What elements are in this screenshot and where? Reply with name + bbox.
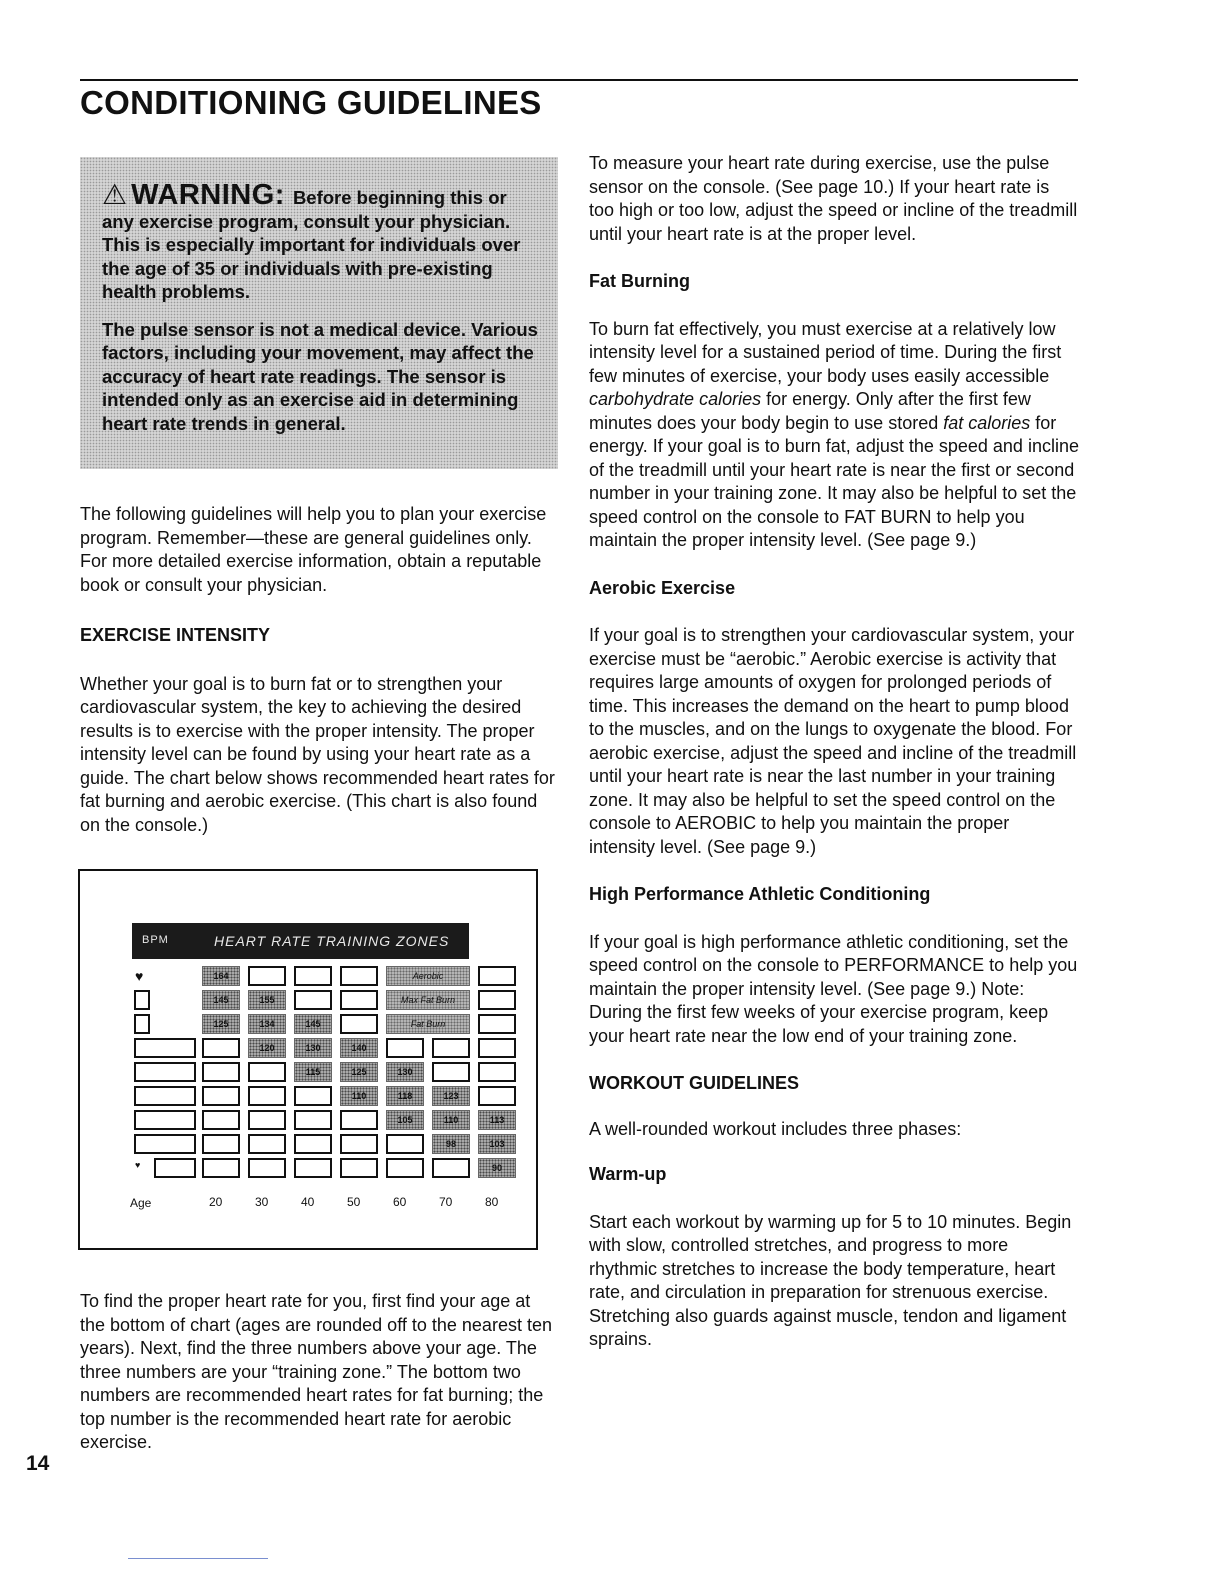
row-marker: [134, 1014, 150, 1034]
empty-cell: [386, 1134, 424, 1154]
empty-cell: [478, 1062, 516, 1082]
empty-cell: [294, 1158, 332, 1178]
zone-value-cell: 90: [478, 1158, 516, 1178]
zone-value-cell: 130: [294, 1038, 332, 1058]
empty-cell: [478, 1014, 516, 1034]
zone-value-cell: 118: [386, 1086, 424, 1106]
empty-cell: [248, 1062, 286, 1082]
bpm-label: BPM: [142, 934, 169, 946]
age-tick-label: 80: [485, 1195, 499, 1209]
zone-value-cell: 155: [248, 990, 286, 1010]
zone-value-cell: 113: [478, 1110, 516, 1130]
warm-up-heading: Warm-up: [589, 1164, 667, 1184]
empty-cell: [202, 1086, 240, 1106]
age-axis-label: Age: [130, 1196, 152, 1210]
warning-paragraph-2: The pulse sensor is not a medical device. Various factors, including your movement, may affect the accuracy of heart rate readings. The sensor is intended only as an exercise aid in determining heart rate trends in general.: [102, 318, 538, 434]
warning-text-1: Before beginning this or any exercise program, consult your physician. This is especially important for individuals over the age of 35 or individuals with pre-existing health problems.: [102, 187, 521, 302]
empty-cell: [134, 1038, 196, 1058]
empty-cell: [202, 1038, 240, 1058]
zone-value-cell: 130: [386, 1062, 424, 1082]
empty-cell: [202, 1158, 240, 1178]
exercise-intensity-paragraph: Whether your goal is to burn fat or to strengthen your cardiovascular system, the key to achieving the desired results is to exercise with the proper intensity. The proper intensity level can be found by using your heart rate as a guide. The chart below shows recommended heart rates for fat burning and aerobic exercise. (This chart is also found on the console.): [80, 673, 555, 835]
age-tick-label: 30: [255, 1195, 269, 1209]
heart-max-icon: ♥: [135, 968, 144, 984]
exercise-intensity-heading: EXERCISE INTENSITY: [80, 625, 271, 645]
heart-min-icon: ♥: [135, 1160, 141, 1170]
heart-rate-chart: [78, 869, 538, 1250]
zone-label-cell: Fat Burn: [386, 1014, 470, 1034]
empty-cell: [340, 1014, 378, 1034]
empty-cell: [248, 966, 286, 986]
empty-cell: [294, 1110, 332, 1130]
workout-guidelines-heading: WORKOUT GUIDELINES: [589, 1073, 799, 1093]
empty-cell: [340, 1110, 378, 1130]
title-rule: [80, 79, 1078, 81]
footer-line: [128, 1558, 268, 1559]
empty-cell: [386, 1038, 424, 1058]
empty-cell: [386, 1158, 424, 1178]
empty-cell: [478, 1038, 516, 1058]
empty-cell: [432, 1038, 470, 1058]
zone-value-cell: 140: [340, 1038, 378, 1058]
empty-cell: [134, 1062, 196, 1082]
page-number: 14: [26, 1452, 50, 1475]
zone-value-cell: 164: [202, 966, 240, 986]
empty-cell: [134, 1134, 196, 1154]
aerobic-paragraph: If your goal is to strengthen your cardiovascular system, your exercise must be “aerobic.” Aerobic exercise is activity that requires large amounts of oxygen for prolonged periods of time. This increases the demand on the heart to pump blood to the muscles, and on the lungs to oxygenate the blood. For aerobic exercise, adjust the speed and incline of the treadmill until your heart rate is near the last number in your training zone. It may also be helpful to set the speed control on the console to AEROBIC to help you maintain the proper intensity level. (See page 9.): [589, 625, 1077, 857]
workout-guidelines-paragraph: A well-rounded workout includes three phases:: [589, 1118, 962, 1139]
age-tick-label: 60: [393, 1195, 407, 1209]
zone-value-cell: 110: [340, 1086, 378, 1106]
aerobic-heading: Aerobic Exercise: [589, 577, 736, 598]
warning-paragraph-1: [102, 181, 540, 304]
empty-cell: [202, 1134, 240, 1154]
empty-cell: [294, 966, 332, 986]
empty-cell: [340, 966, 378, 986]
zone-label-cell: Aerobic: [386, 966, 470, 986]
empty-cell: [340, 1158, 378, 1178]
empty-cell: [202, 1110, 240, 1130]
chart-title: HEART RATE TRAINING ZONES: [214, 933, 450, 949]
zone-value-cell: 110: [432, 1110, 470, 1130]
fat-emphasis-carb: carbohydrate calories: [589, 389, 762, 409]
age-tick-label: 50: [347, 1195, 361, 1209]
empty-cell: [478, 966, 516, 986]
measure-paragraph: To measure your heart rate during exercise, use the pulse sensor on the console. (See page 10.) If your heart rate is too high or too low, adjust the speed or incline of the treadmill until your heart rate is at the proper level.: [589, 153, 1078, 244]
fat-text-a: To burn fat effectively, you must exercise at a relatively low intensity level for a sustained period of time. During the first few minutes of exercise, your body uses easily accessible: [589, 318, 1062, 386]
empty-cell: [294, 990, 332, 1010]
empty-cell: [154, 1158, 196, 1178]
zone-value-cell: 145: [294, 1014, 332, 1034]
empty-cell: [248, 1134, 286, 1154]
empty-cell: [134, 1086, 196, 1106]
empty-cell: [248, 1158, 286, 1178]
zone-value-cell: 103: [478, 1134, 516, 1154]
empty-cell: [248, 1110, 286, 1130]
fat-burning-heading: Fat Burning: [589, 271, 690, 291]
zone-value-cell: 105: [386, 1110, 424, 1130]
high-performance-heading: High Performance Athletic Conditioning: [589, 884, 931, 904]
zone-value-cell: 134: [248, 1014, 286, 1034]
fat-emphasis-fat: fat calories: [943, 412, 1031, 433]
chart-header: [132, 923, 469, 959]
empty-cell: [134, 1110, 196, 1130]
warning-triangle-icon: ⚠: [102, 179, 128, 210]
empty-cell: [248, 1086, 286, 1106]
empty-cell: [340, 1134, 378, 1154]
zone-value-cell: 125: [340, 1062, 378, 1082]
empty-cell: [202, 1062, 240, 1082]
zone-value-cell: 98: [432, 1134, 470, 1154]
zone-label-cell: Max Fat Burn: [386, 990, 470, 1010]
high-performance-paragraph: If your goal is high performance athletic conditioning, set the speed control on the console to PERFORMANCE to help you maintain the proper intensity level. (See page 9.) Note: During the first few weeks of your exercise program, keep your heart rate near the low end of your training zone.: [589, 931, 1078, 1046]
empty-cell: [478, 990, 516, 1010]
empty-cell: [340, 990, 378, 1010]
row-marker: [134, 990, 150, 1010]
zone-value-cell: 125: [202, 1014, 240, 1034]
zone-value-cell: 145: [202, 990, 240, 1010]
warning-word: WARNING:: [131, 179, 285, 211]
empty-cell: [432, 1158, 470, 1178]
empty-cell: [294, 1134, 332, 1154]
fat-text-c: for energy. If your goal is to burn fat, adjust the speed and incline of the treadmill until your heart rate is near the first or second number in your training zone. It may also be helpful to set the speed control on the console to FAT BURN to help you maintain the proper intensity level. (See page 9.): [589, 412, 1079, 550]
age-tick-label: 70: [439, 1195, 453, 1209]
zone-value-cell: 115: [294, 1062, 332, 1082]
warm-up-paragraph: Start each workout by warming up for 5 to 10 minutes. Begin with slow, controlled stretches, and progress to more rhythmic stretches to increase the body temperature, heart rate, and circulation in preparation for strenuous exercise. Stretching also guards against muscle, tendon and ligament sprains.: [589, 1211, 1072, 1349]
empty-cell: [478, 1086, 516, 1106]
warning-box: [80, 157, 558, 469]
zone-value-cell: 120: [248, 1038, 286, 1058]
fat-text-b: for energy. Only after the first few minutes does your body begin to use stored: [589, 389, 1031, 433]
page-title: CONDITIONING GUIDELINES: [80, 84, 542, 121]
age-tick-label: 40: [301, 1195, 315, 1209]
fat-burning-paragraph: [589, 318, 1079, 553]
empty-cell: [432, 1062, 470, 1082]
left-column: [80, 157, 558, 1455]
age-tick-label: 20: [209, 1195, 223, 1209]
zone-value-cell: 123: [432, 1086, 470, 1106]
empty-cell: [294, 1086, 332, 1106]
intro-paragraph: The following guidelines will help you to plan your exercise program. Remember—these are general guidelines only. For more detailed exercise information, obtain a reputable book or consult your physician.: [80, 504, 547, 595]
right-column: [589, 152, 1079, 1352]
find-heart-rate-paragraph: To find the proper heart rate for you, first find your age at the bottom of chart (ages are rounded off to the nearest ten years). Next, find the three numbers above your age. The three numbers are your “training zone.” The bottom two numbers are recommended heart rates for fat burning; the top number is the recommended heart rate for aerobic exercise.: [80, 1291, 552, 1452]
